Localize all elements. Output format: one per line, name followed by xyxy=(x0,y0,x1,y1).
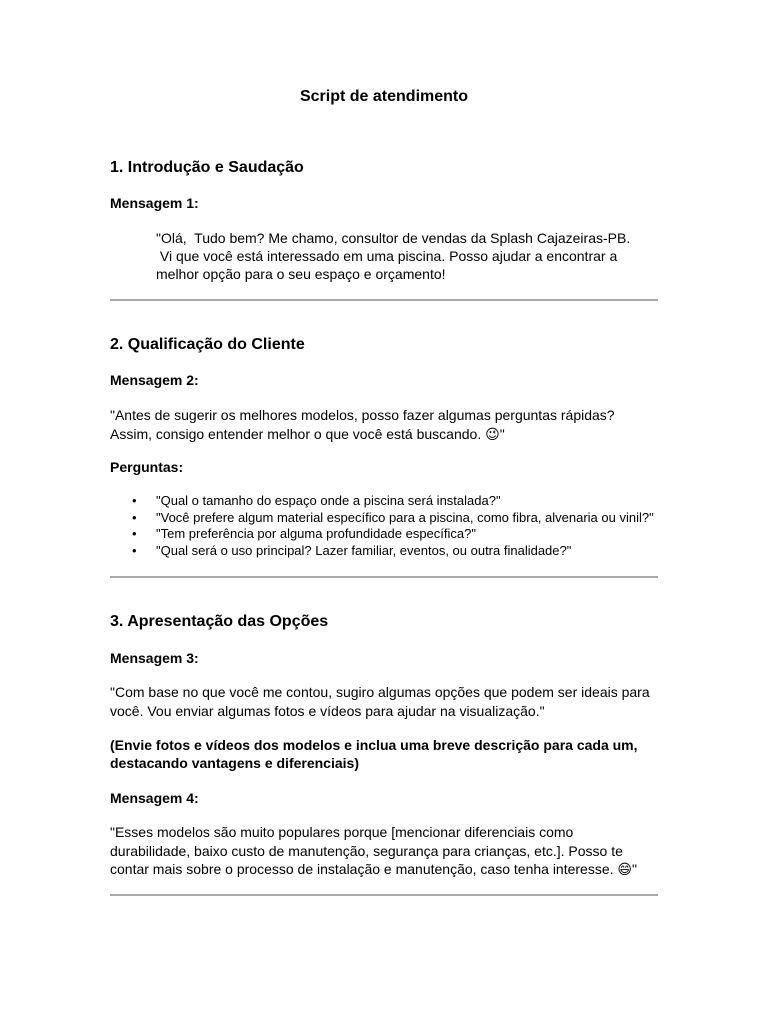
question-text: "Qual o tamanho do espaço onde a piscina será instalada?" xyxy=(156,493,501,508)
section-2-message-label: Mensagem 2: xyxy=(110,372,199,388)
section-3-message-4-line-2: durabilidade, baixo custo de manutenção, segurança para crianças, etc.]. Posso te xyxy=(110,843,623,859)
section-divider-1 xyxy=(110,299,658,301)
section-2-message-line-2: Assim, consigo entender melhor o que você está buscando. 😉" xyxy=(110,426,505,442)
section-3-message-4-line-1: "Esses modelos são muito populares porque [mencionar diferenciais como xyxy=(110,824,574,840)
section-3-message-3-line-2: você. Vou enviar algumas fotos e vídeos para ajudar na visualização." xyxy=(110,703,545,719)
section-divider-3 xyxy=(110,894,658,896)
question-text: "Você prefere algum material específico para a piscina, como fibra, alvenaria ou vinil?" xyxy=(156,509,654,525)
section-3-message-3-label: Mensagem 3: xyxy=(110,650,199,666)
section-1-message-line-2: Vi que você está interessado em uma piscina. Posso ajudar a encontrar a xyxy=(156,248,618,264)
document-title: Script de atendimento xyxy=(299,88,469,105)
section-2-message-line-1: "Antes de sugerir os melhores modelos, posso fazer algumas perguntas rápidas? xyxy=(110,407,615,423)
section-3-heading: 3. Apresentação das Opções xyxy=(110,613,329,630)
list-item xyxy=(110,510,654,527)
list-item xyxy=(110,493,654,510)
question-text: "Tem preferência por alguma profundidade específica?" xyxy=(156,526,476,541)
list-item xyxy=(110,526,654,543)
list-item xyxy=(110,543,654,560)
section-divider-2 xyxy=(110,576,658,578)
bullet-icon: • xyxy=(132,493,137,508)
section-3-instruction-line-1: (Envie fotos e vídeos dos modelos e inclua uma breve descrição para cada um, xyxy=(110,737,638,753)
section-2-questions-label: Perguntas: xyxy=(110,459,184,475)
section-1-message-line-3: melhor opção para o seu espaço e orçamento! xyxy=(156,266,446,282)
bullet-icon: • xyxy=(132,509,137,525)
section-3-message-4-line-3: contar mais sobre o processo de instalação e manutenção, caso tenha interesse. 😄" xyxy=(110,861,637,877)
bullet-icon: • xyxy=(132,542,137,558)
section-3-instruction-line-2: destacando vantagens e diferenciais) xyxy=(110,755,359,771)
section-1-message-line-1: "Olá, Tudo bem? Me chamo, consultor de vendas da Splash Cajazeiras-PB. xyxy=(156,230,631,246)
questions-list xyxy=(110,493,654,559)
bullet-icon: • xyxy=(132,526,137,541)
section-3-message-4-label: Mensagem 4: xyxy=(110,790,199,806)
section-1-message-label: Mensagem 1: xyxy=(110,195,199,211)
section-2-heading: 2. Qualificação do Cliente xyxy=(110,336,305,353)
question-text: "Qual será o uso principal? Lazer familiar, eventos, ou outra finalidade?" xyxy=(156,542,572,558)
section-3-message-3-line-1: "Com base no que você me contou, sugiro algumas opções que podem ser ideais para xyxy=(110,684,650,700)
section-1-heading: 1. Introdução e Saudação xyxy=(110,159,304,176)
